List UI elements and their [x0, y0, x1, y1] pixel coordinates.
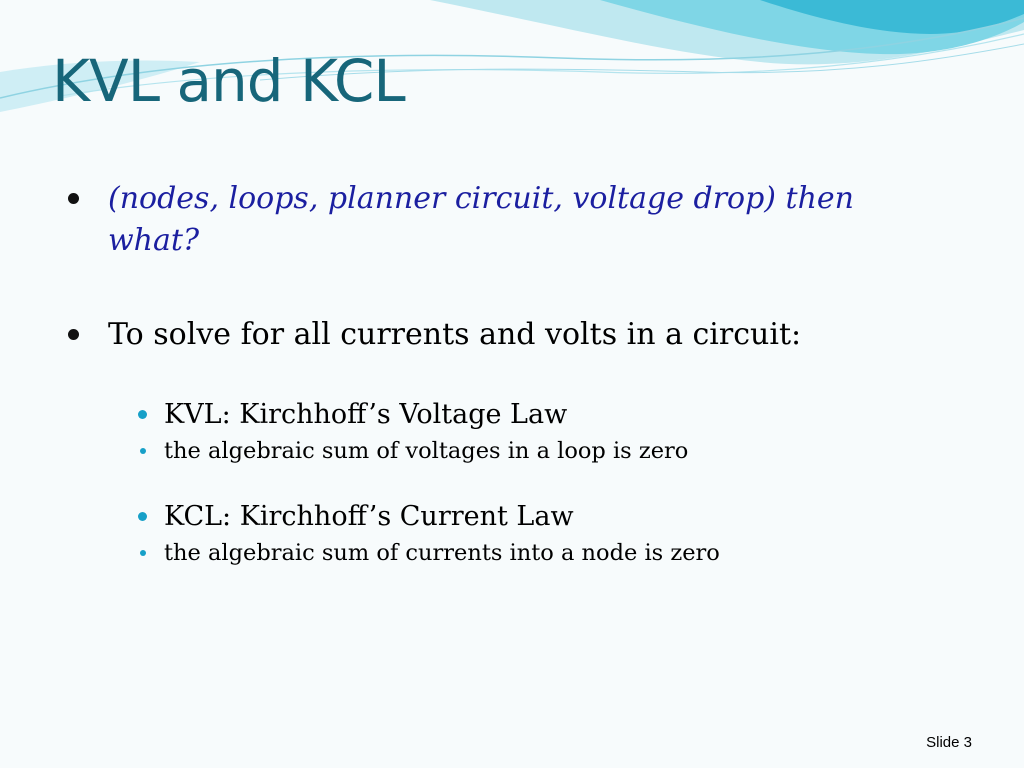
sub-sub-bullet-kcl [60, 536, 940, 570]
sub-bullet-kvl [60, 396, 940, 434]
sub-sub-bullet-dot-icon [140, 448, 146, 454]
law-heading: KCL: Kirchhoff’s Current Law [164, 501, 574, 532]
law-detail: the algebraic sum of voltages in a loop is zero [164, 438, 689, 464]
bullet-item-question [60, 178, 940, 262]
slide-title: KVL and KCL [52, 47, 405, 115]
bullet-list [60, 178, 940, 570]
law-heading: KVL: Kirchhoff’s Voltage Law [164, 399, 568, 430]
bullet-text: To solve for all currents and volts in a circuit: [108, 317, 802, 352]
sub-bullet-kcl [60, 498, 940, 536]
sub-sub-bullet-kvl [60, 434, 940, 468]
law-detail: the algebraic sum of currents into a node is zero [164, 540, 720, 566]
law-kcl [60, 498, 940, 570]
bullet-dot-icon [68, 193, 79, 204]
bullet-item-solve [60, 314, 940, 356]
law-kvl [60, 396, 940, 468]
bullet-text: (nodes, loops, planner circuit, voltage drop) then what? [108, 181, 854, 258]
sub-bullet-dot-icon [138, 512, 147, 521]
slide-number: Slide 3 [926, 734, 972, 751]
sub-sub-bullet-dot-icon [140, 550, 146, 556]
sub-bullet-dot-icon [138, 410, 147, 419]
bullet-dot-icon [68, 329, 79, 340]
